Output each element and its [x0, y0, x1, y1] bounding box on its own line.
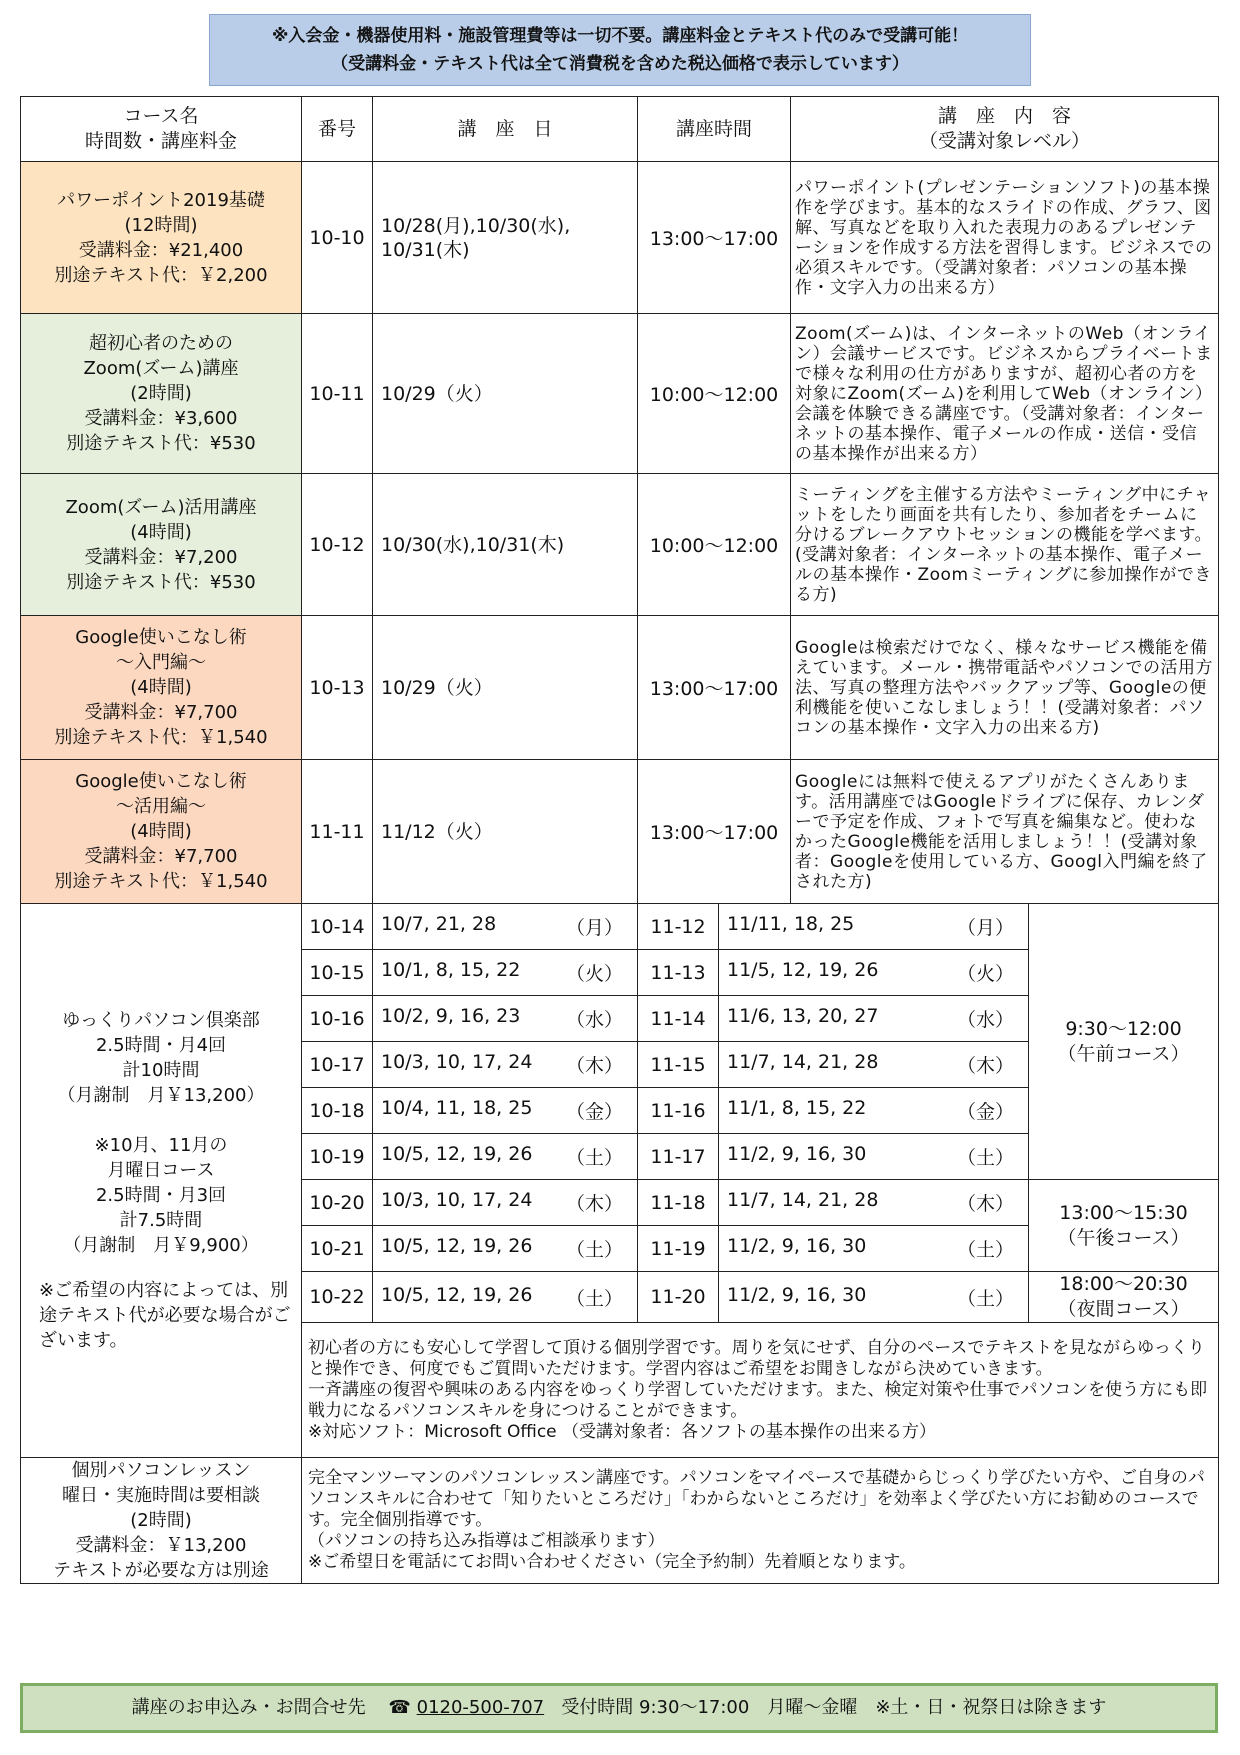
course-name-line: (12時間) [124, 214, 198, 236]
time-slot-line: （夜間コース） [1057, 1298, 1190, 1320]
lesson-description: 完全マンツーマンのパソコンレッスン講座です。パソコンをマイペースで基礎からじっくり学びたい方や、ご自身のパソコンスキルに合わせて「知りたいところだけ」「わからないところだけ」を効率よく学びたい方にお勧めのコースです。完全個別指導です。 （パソコンの持ち込み指導はご相談承ります） ※ご希望日を電話にてお問い合わせください（完全予約制）先着順となります。 [302, 1458, 1219, 1584]
oct-course-dates [373, 1088, 638, 1134]
course-time: 13:00～17:00 [638, 616, 791, 760]
oct-course-dates [373, 950, 638, 996]
club-schedule-row [21, 904, 1219, 950]
course-name-line: 受講料金：¥3,600 [84, 408, 238, 429]
oct-course-number: 10-21 [302, 1226, 373, 1272]
course-date: 10/29（火） [373, 314, 638, 474]
course-description: Googleは検索だけでなく、様々なサービス機能を備えています。メール・携帯電話やパソコンでの活用方法、写真の整理方法やバックアップ等、Googleの便利機能を使いこなしましょう！！(受講対象者：パソコンの基本操作・文字入力の出来る方) [791, 616, 1219, 760]
course-number: 11-11 [302, 760, 373, 904]
phone-link[interactable]: 0120-500-707 [416, 1697, 545, 1718]
course-number: 10-13 [302, 616, 373, 760]
nov-course-dates [719, 1042, 1029, 1088]
nov-weekday: （火） [957, 963, 1015, 985]
oct-weekday: （土） [565, 1287, 623, 1310]
course-date: 10/30(水),10/31(木) [373, 474, 638, 616]
lesson-name-line: 曜日・実施時間は要相談 [62, 1485, 260, 1506]
notice-line-2: （受講料金・テキスト代は全て消費税を含めた税込価格で表示しています） [331, 54, 909, 74]
club-info-line [21, 1108, 301, 1133]
oct-course-dates [373, 1180, 638, 1226]
club-name-cell [21, 904, 302, 1458]
phone-icon: ☎ [388, 1697, 411, 1718]
oct-weekday: （水） [565, 1009, 623, 1031]
lesson-row [21, 1458, 1219, 1584]
nov-dates-text: 11/2, 9, 16, 30 [727, 1235, 867, 1257]
club-info-line: 2.5時間・月3回 [95, 1185, 227, 1206]
contact-hours: 受付時間 9:30～17:00 月曜～金曜 ※土・日・祝祭日は除きます [561, 1697, 1107, 1718]
club-info-line: （月謝制 月￥9,900） [63, 1235, 259, 1256]
course-name-cell [21, 474, 302, 616]
nov-course-dates [719, 996, 1029, 1042]
course-row [21, 314, 1219, 474]
club-info-line: 月曜日コース [107, 1160, 215, 1181]
club-info-line: （月謝制 月￥13,200） [57, 1085, 265, 1106]
course-time: 10:00～12:00 [638, 474, 791, 616]
nov-course-number: 11-12 [638, 904, 719, 950]
time-slot-line: 18:00～20:30 [1059, 1273, 1188, 1295]
course-name-line: 別途テキスト代：￥1,540 [54, 727, 268, 748]
club-info-line: ※10月、11月の [94, 1135, 228, 1156]
oct-dates-text: 10/5, 12, 19, 26 [381, 1235, 533, 1257]
time-slot-line: 13:00～15:30 [1059, 1201, 1188, 1224]
lesson-name-cell [21, 1458, 302, 1584]
header-time: 講座時間 [638, 97, 791, 162]
course-number: 10-10 [302, 162, 373, 314]
lesson-name-line: テキストが必要な方は別途 [53, 1560, 269, 1581]
course-name-cell [21, 760, 302, 904]
header-content: 講 座 内 容 （受講対象レベル） [791, 97, 1219, 162]
nov-weekday: （土） [957, 1287, 1015, 1310]
nov-dates-text: 11/2, 9, 16, 30 [727, 1143, 867, 1165]
nov-course-dates [719, 904, 1029, 950]
course-row [21, 760, 1219, 904]
club-time-slot [1029, 1180, 1219, 1272]
nov-weekday: （木） [957, 1055, 1015, 1077]
nov-course-dates [719, 1088, 1029, 1134]
oct-course-number: 10-20 [302, 1180, 373, 1226]
nov-weekday: （金） [957, 1101, 1015, 1123]
contact-label: 講座のお申込み・お問合せ先 [131, 1697, 366, 1718]
club-description: 初心者の方にも安心して学習して頂ける個別学習です。周りを気にせず、自分のペースでテキストを見ながらゆっくりと操作でき、何度でもご質問いただけます。学習内容はご希望をお聞きしながら決めていきます。 一斉講座の復習や興味のある内容をゆっくり学習していただけます。また、検定対策や仕事でパソコンを使う方にも即戦力になるパソコンスキルを身につけることができます。 ※対応ソフト：Microsoft Office （受講対象者：各ソフトの基本操作の出来る方） [302, 1323, 1219, 1458]
table-header-row [21, 97, 1219, 162]
oct-weekday: （土） [565, 1147, 623, 1169]
oct-weekday: （土） [565, 1239, 623, 1261]
course-name-cell [21, 314, 302, 474]
course-name-line: (4時間) [130, 821, 192, 842]
oct-course-dates [373, 996, 638, 1042]
lesson-name-line: 受講料金：￥13,200 [75, 1535, 247, 1556]
time-slot-line: （午後コース） [1057, 1226, 1190, 1249]
course-row [21, 474, 1219, 616]
oct-dates-text: 10/2, 9, 16, 23 [381, 1005, 521, 1027]
oct-weekday: （月） [565, 917, 623, 939]
lesson-name-line: 個別パソコンレッスン [71, 1460, 251, 1481]
nov-course-number: 11-14 [638, 996, 719, 1042]
oct-weekday: （火） [565, 963, 623, 985]
club-time-slot [1029, 1272, 1219, 1323]
oct-dates-text: 10/3, 10, 17, 24 [381, 1189, 533, 1211]
club-info-line: 計7.5時間 [119, 1210, 203, 1231]
nov-weekday: （木） [957, 1193, 1015, 1215]
course-description: ミーティングを主催する方法やミーティング中にチャットをしたり画面を共有したり、参加者をチームに分けるブレークアウトセッションの機能を学べます。(受講対象者：インターネットの基本操作、電子メールの基本操作・Zoomミーティングに参加操作ができる方) [791, 474, 1219, 616]
oct-dates-text: 10/4, 11, 18, 25 [381, 1097, 533, 1119]
nov-weekday: （土） [957, 1147, 1015, 1169]
course-name-line: パワーポイント2019基礎 [57, 189, 265, 211]
time-slot-line: 9:30～12:00 [1065, 1017, 1182, 1040]
oct-course-number: 10-22 [302, 1272, 373, 1323]
nov-course-number: 11-20 [638, 1272, 719, 1323]
nov-dates-text: 11/7, 14, 21, 28 [727, 1051, 879, 1073]
header-number: 番号 [302, 97, 373, 162]
nov-dates-text: 11/2, 9, 16, 30 [727, 1283, 867, 1306]
course-time: 10:00～12:00 [638, 314, 791, 474]
course-row [21, 162, 1219, 314]
course-time: 13:00～17:00 [638, 162, 791, 314]
oct-course-dates [373, 904, 638, 950]
nov-course-number: 11-18 [638, 1180, 719, 1226]
oct-dates-text: 10/1, 8, 15, 22 [381, 959, 521, 981]
course-name-line: 別途テキスト代：¥530 [66, 433, 256, 454]
course-name-line: 受講料金：¥21,400 [78, 239, 244, 261]
nov-dates-text: 11/7, 14, 21, 28 [727, 1189, 879, 1211]
course-name-line: Google使いこなし術 [75, 627, 247, 648]
oct-course-number: 10-18 [302, 1088, 373, 1134]
club-rows [21, 904, 1219, 1458]
course-name-line: 別途テキスト代：￥2,200 [54, 264, 268, 286]
notice-banner [209, 14, 1031, 86]
nov-course-dates [719, 950, 1029, 996]
club-info-line: 計10時間 [122, 1060, 200, 1081]
nov-weekday: （月） [957, 917, 1015, 939]
header-course: コース名 時間数・講座料金 [21, 97, 302, 162]
nov-course-dates [719, 1180, 1029, 1226]
course-name-line: ～入門編～ [116, 652, 206, 673]
course-name-cell [21, 616, 302, 760]
nov-weekday: （水） [957, 1009, 1015, 1031]
oct-course-number: 10-19 [302, 1134, 373, 1180]
club-info-line: ゆっくりパソコン倶楽部 [62, 1010, 260, 1031]
nov-dates-text: 11/1, 8, 15, 22 [727, 1097, 867, 1119]
nov-course-number: 11-13 [638, 950, 719, 996]
oct-weekday: （木） [565, 1193, 623, 1215]
oct-course-number: 10-16 [302, 996, 373, 1042]
course-name-line: (4時間) [130, 677, 192, 698]
course-name-line: Zoom(ズーム)講座 [83, 358, 239, 379]
nov-weekday: （土） [957, 1239, 1015, 1261]
contact-footer [20, 1683, 1218, 1733]
oct-course-number: 10-17 [302, 1042, 373, 1088]
oct-dates-text: 10/7, 21, 28 [381, 913, 497, 935]
course-description: Zoom(ズーム)は、インターネットのWeb（オンライン）会議サービスです。ビジネスからプライベートまで様々な利用の仕方がありますが、超初心者の方を対象にZoom(ズーム)を利用してWeb（オンライン）会議を体験できる講座です。（受講対象者：インターネットの基本操作、電子メールの作成・送信・受信の基本操作が出来る方） [791, 314, 1219, 474]
course-date: 10/29（火） [373, 616, 638, 760]
course-description: Googleには無料で使えるアプリがたくさんあります。活用講座ではGoogleドライブに保存、カレンダーで予定を作成、フォトで写真を編集など。使わなかったGoogle機能を活用しましょう！！(受講対象者：Googleを使用している方、Googl入門編を終了された方) [791, 760, 1219, 904]
nov-course-number: 11-16 [638, 1088, 719, 1134]
nov-dates-text: 11/5, 12, 19, 26 [727, 959, 879, 981]
nov-course-number: 11-15 [638, 1042, 719, 1088]
course-name-line: Zoom(ズーム)活用講座 [65, 496, 257, 518]
course-name-line: Google使いこなし術 [75, 771, 247, 792]
course-name-line: 別途テキスト代：￥1,540 [54, 871, 268, 892]
nov-course-dates [719, 1226, 1029, 1272]
course-description: パワーポイント(プレゼンテーションソフト)の基本操作を学びます。基本的なスライドの作成、グラフ、図解、写真などを取り入れた表現力のあるプレゼンテーションを作成する方法を習得します。ビジネスでの必須スキルです。（受講対象者：パソコンの基本操作・文字入力の出来る方） [791, 162, 1219, 314]
course-name-line: 超初心者のための [89, 333, 233, 354]
nov-dates-text: 11/11, 18, 25 [727, 913, 855, 935]
course-time: 13:00～17:00 [638, 760, 791, 904]
course-name-line: 受講料金：¥7,700 [84, 702, 238, 723]
oct-course-dates [373, 1272, 638, 1323]
oct-weekday: （木） [565, 1055, 623, 1077]
course-number: 10-11 [302, 314, 373, 474]
lesson-name-line: (2時間) [130, 1510, 192, 1531]
course-name-line: 別途テキスト代：¥530 [66, 571, 256, 593]
course-date: 10/28(月),10/30(水), 10/31(木) [373, 162, 638, 314]
course-date: 11/12（火） [373, 760, 638, 904]
oct-dates-text: 10/5, 12, 19, 26 [381, 1143, 533, 1165]
nov-dates-text: 11/6, 13, 20, 27 [727, 1005, 879, 1027]
header-date: 講 座 日 [373, 97, 638, 162]
club-time-slot [1029, 904, 1219, 1180]
nov-course-dates [719, 1272, 1029, 1323]
notice-line-1: ※入会金・機器使用料・施設管理費等は一切不要。講座料金とテキスト代のみで受講可能！ [271, 26, 969, 46]
course-number: 10-12 [302, 474, 373, 616]
course-name-cell [21, 162, 302, 314]
course-table [20, 96, 1219, 1584]
course-row [21, 616, 1219, 760]
oct-course-number: 10-15 [302, 950, 373, 996]
oct-course-dates [373, 1042, 638, 1088]
oct-course-number: 10-14 [302, 904, 373, 950]
oct-dates-text: 10/3, 10, 17, 24 [381, 1051, 533, 1073]
course-name-line: (4時間) [130, 521, 192, 543]
club-note: ※ご希望の内容によっては、別途テキスト代が必要な場合がございます。 [39, 1280, 291, 1351]
time-slot-line: （午前コース） [1057, 1042, 1190, 1065]
nov-course-dates [719, 1134, 1029, 1180]
course-name-line: (2時間) [130, 383, 192, 404]
course-name-line: 受講料金：¥7,200 [84, 546, 238, 568]
oct-weekday: （金） [565, 1101, 623, 1123]
nov-course-number: 11-19 [638, 1226, 719, 1272]
nov-course-number: 11-17 [638, 1134, 719, 1180]
course-rows [21, 162, 1219, 904]
course-name-line: 受講料金：¥7,700 [84, 846, 238, 867]
club-info-line: 2.5時間・月4回 [95, 1035, 227, 1056]
oct-dates-text: 10/5, 12, 19, 26 [381, 1283, 533, 1306]
oct-course-dates [373, 1226, 638, 1272]
oct-course-dates [373, 1134, 638, 1180]
course-name-line: ～活用編～ [116, 796, 206, 817]
